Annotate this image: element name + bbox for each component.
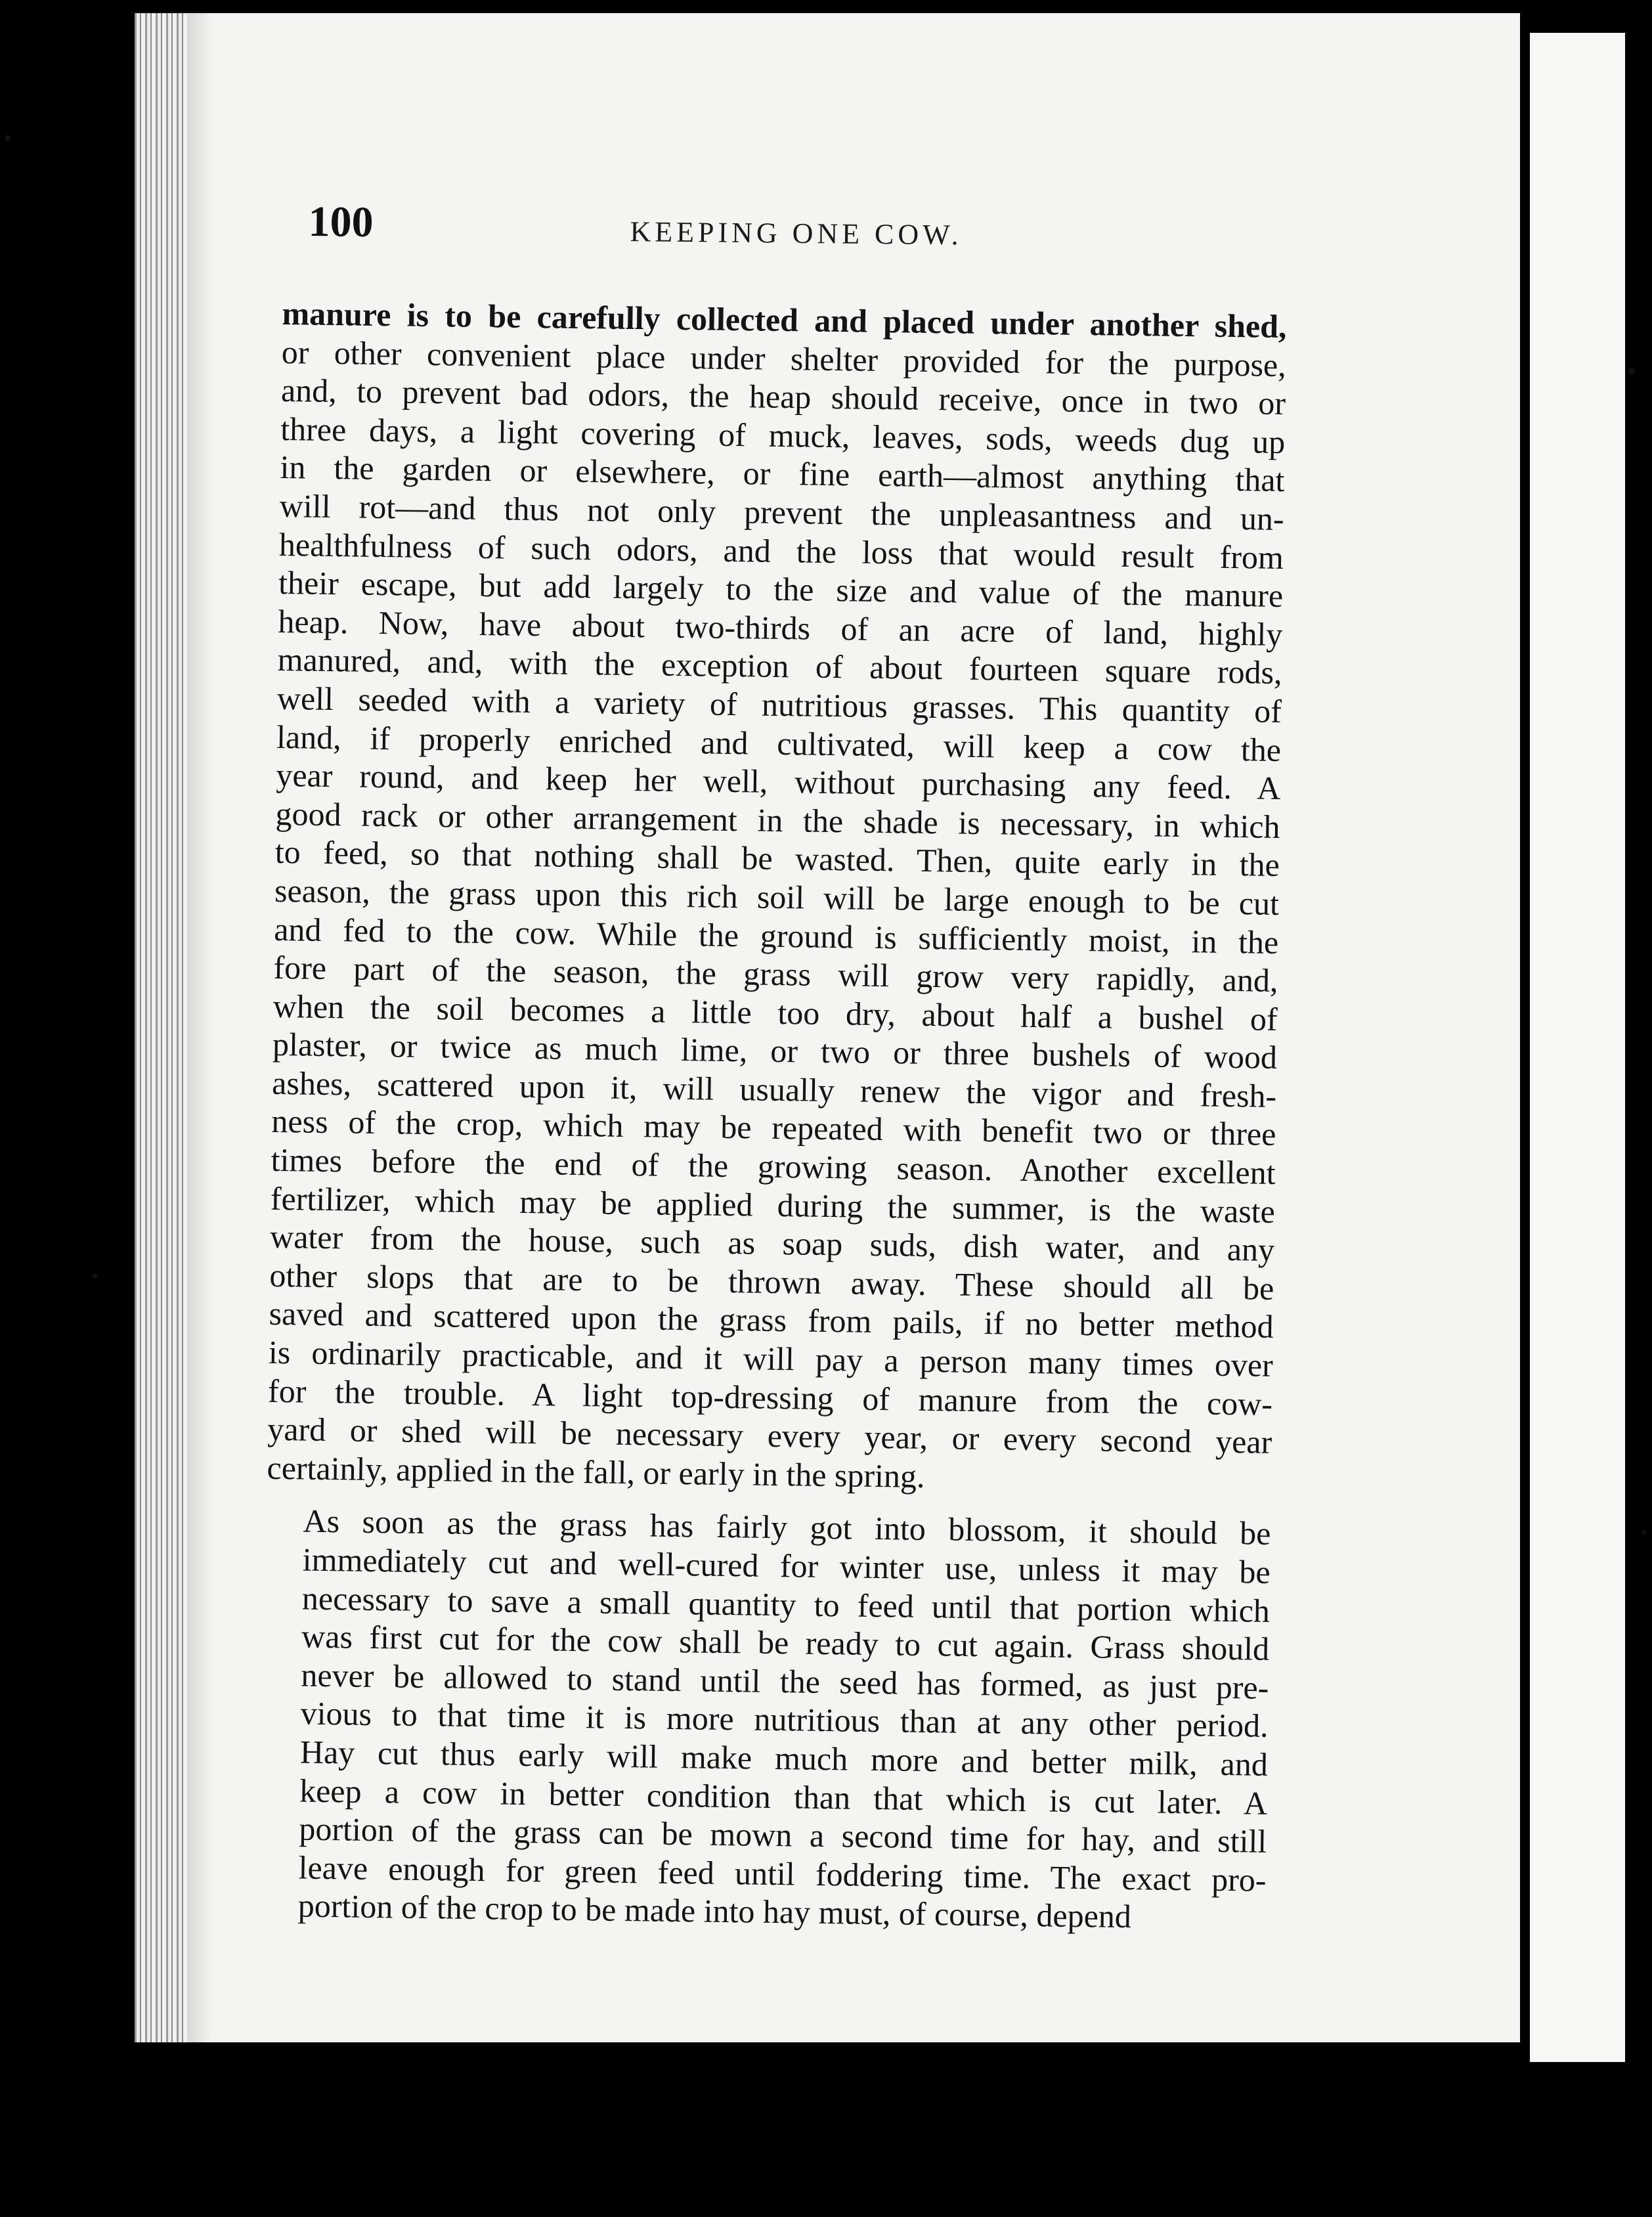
page-edge-binding xyxy=(135,13,187,2042)
text-line: year round, and keep her well, without purchasing any feed. A xyxy=(276,757,1281,807)
text-line: portion of the crop to be made into hay must, of course, depend xyxy=(297,1887,1132,1935)
text-line: plaster, or twice as much lime, or two or three bushels of wood xyxy=(272,1026,1278,1076)
text-line: when the soil becomes a little too dry, about half a bushel of xyxy=(272,987,1278,1038)
text-line: was first cut for the cow shall be ready to cut again. Grass should xyxy=(301,1617,1270,1668)
text-line: Hay cut thus early will make much more and better milk, and xyxy=(299,1733,1269,1783)
scan-speck xyxy=(1628,368,1635,374)
text-line: keep a cow in better condition than that which is cut later. A xyxy=(299,1772,1268,1822)
page-header xyxy=(308,197,1267,266)
text-line: and fed to the cow. While the ground is sufficiently moist, in the xyxy=(273,910,1279,961)
text-line: their escape, but add largely to the size and value of the manure xyxy=(278,564,1284,615)
text-line: season, the grass upon this rich soil will be large enough to be cut xyxy=(274,871,1280,922)
text-line: never be allowed to stand until the seed has formed, as just pre- xyxy=(301,1656,1269,1706)
text-line: healthfulness of such odors, and the loss that would result from xyxy=(278,525,1284,576)
text-line: or other convenient place under shelter provided for the purpose, xyxy=(281,333,1287,384)
text-line: is ordinarily practicable, and it will pay a person many times over xyxy=(268,1333,1274,1384)
text-line: ness of the crop, which may be repeated with benefit two or three xyxy=(271,1103,1276,1153)
text-line: will rot—and thus not only prevent the unpleasantness and un- xyxy=(279,487,1285,537)
text-line: heap. Now, have about two-thirds of an acre of land, highly xyxy=(278,602,1283,653)
text-line: vious to that time it is more nutritious than at any other period. xyxy=(300,1694,1269,1745)
text-line: three days, a light covering of muck, leaves, sods, weeds dug up xyxy=(280,410,1286,460)
text-line: immediately cut and well-cured for winter use, unless it may be xyxy=(302,1541,1271,1591)
paragraph xyxy=(267,294,1287,1500)
paragraph xyxy=(261,1501,1271,1938)
binding-shadow xyxy=(187,13,213,2042)
text-line: certainly, applied in the fall, or early in the spring. xyxy=(267,1449,925,1495)
text-line: fore part of the season, the grass will grow very rapidly, and, xyxy=(273,949,1278,999)
text-line: land, if properly enriched and cultivated, will keep a cow the xyxy=(276,718,1282,768)
text-line: As soon as the grass has fairly got into blossom, it should be xyxy=(303,1502,1271,1552)
text-line: to feed, so that nothing shall be wasted. Then, quite early in the xyxy=(274,833,1280,884)
body-text xyxy=(261,294,1286,1938)
text-line: saved and scattered upon the grass from pails, if no better method xyxy=(269,1295,1274,1346)
text-line: manured, and, with the exception of about fourteen square rods, xyxy=(277,641,1282,691)
scan-speck xyxy=(5,135,11,141)
text-line: ashes, scattered upon it, will usually renew the vigor and fresh- xyxy=(271,1064,1277,1114)
text-line: leave enough for green feed until foddering time. The exact pro- xyxy=(298,1849,1267,1899)
text-line: water from the house, such as soap suds, dish water, and any xyxy=(269,1218,1275,1269)
text-line: portion of the grass can be mown a second time for hay, and still xyxy=(299,1810,1267,1860)
text-line: well seeded with a variety of nutritious grasses. This quantity of xyxy=(276,679,1282,730)
text-line: necessary to save a small quantity to feed until that portion which xyxy=(301,1579,1271,1629)
scan-speck xyxy=(92,1274,98,1279)
page-number: 100 xyxy=(308,197,374,247)
text-line: and, to prevent bad odors, the heap should receive, once in two or xyxy=(280,372,1286,422)
text-line: for the trouble. A light top-dressing of manure from the cow- xyxy=(267,1372,1273,1422)
text-line: good rack or other arrangement in the shade is necessary, in which xyxy=(275,795,1280,845)
text-line: in the garden or elsewhere, or fine earth—almost anything that xyxy=(280,449,1285,499)
text-line: yard or shed will be necessary every year, or every second year xyxy=(267,1411,1272,1461)
next-page-edge xyxy=(1530,33,1625,2062)
text-line: times before the end of the growing season. Another excellent xyxy=(271,1141,1276,1191)
text-line: fertilizer, which may be applied during the summer, is the waste xyxy=(270,1179,1276,1230)
text-line: manure is to be carefully collected and placed under another shed, xyxy=(282,294,1287,345)
scan-speck xyxy=(1641,1530,1646,1535)
running-head: KEEPING ONE COW. xyxy=(630,215,963,252)
text-line: other slops that are to be thrown away. These should all be xyxy=(269,1256,1274,1307)
